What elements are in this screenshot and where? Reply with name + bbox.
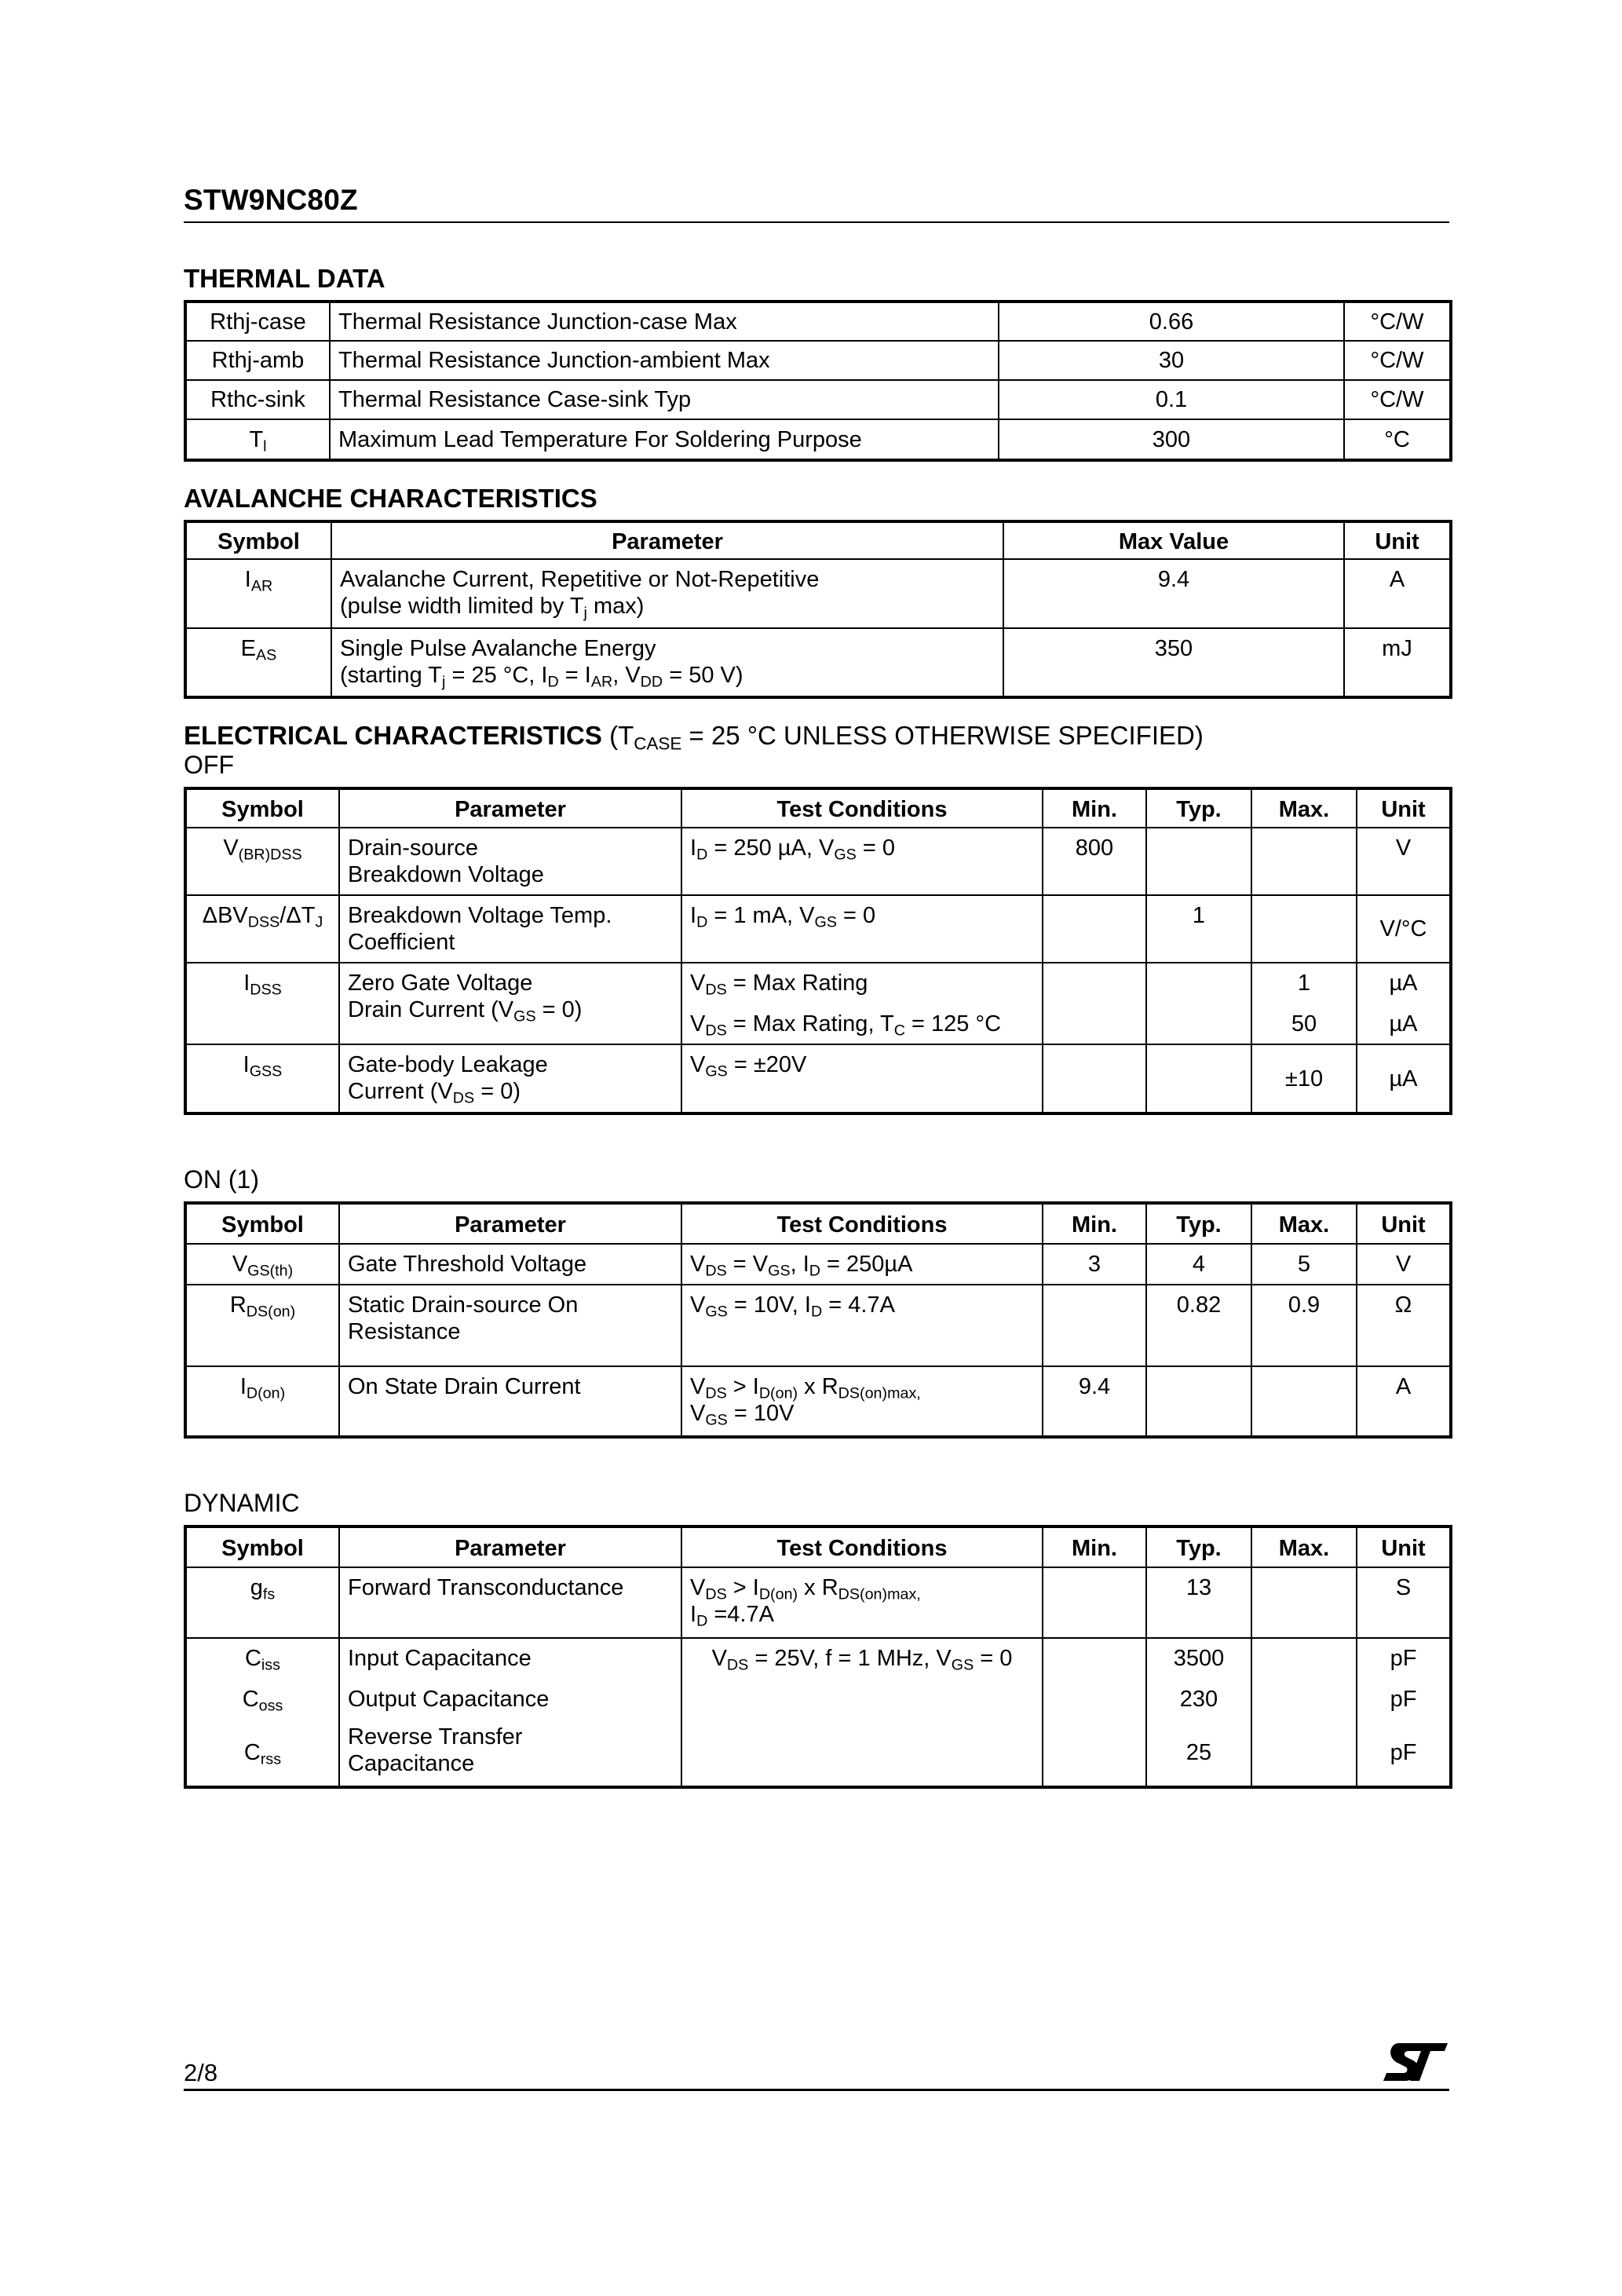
symbol-cell: $V_{GS(th)}$ [185, 1244, 339, 1285]
col-min: Min. [1043, 1203, 1146, 1244]
unit-cell: °C [1344, 419, 1451, 460]
col-unit: Unit [1357, 788, 1451, 828]
footer-rule [184, 2089, 1449, 2091]
table-row [185, 559, 1451, 628]
parameter-cell: Thermal Resistance Case-sink Typ [330, 380, 999, 419]
col-parameter: Parameter [339, 788, 681, 828]
unit-cell: °C/W [1344, 302, 1451, 341]
parameter-cell: Avalanche Current, Repetitive or Not-Repetitive (pulse width limited by $T_j$ max) [331, 559, 1003, 628]
max-cell [1251, 1567, 1357, 1638]
col-symbol: Symbol [185, 521, 331, 559]
unit-cell: A [1357, 1366, 1451, 1437]
typ-cell [1146, 963, 1251, 1044]
table-row [185, 302, 1451, 341]
parameter-cell: Zero Gate Voltage Drain Current $(V_{GS} = 0)$ [339, 963, 681, 1044]
symbol-cell: $I_{D(on)}$ [185, 1366, 339, 1437]
min-cell: 3 [1043, 1244, 1146, 1285]
col-max: Max. [1251, 788, 1357, 828]
thermal-data-title: THERMAL DATA [184, 264, 385, 293]
test-conditions-cell: $I_D = 1$ mA, $V_{GS} = 0$ [681, 895, 1043, 963]
col-symbol: Symbol [185, 1203, 339, 1244]
max-cell: 5 [1251, 1244, 1357, 1285]
test-conditions-cell: $I_D = 250$ µA, $V_{GS} = 0$ [681, 828, 1043, 895]
typ-cell: 4 [1146, 1244, 1251, 1285]
unit-cell: °C/W [1344, 380, 1451, 419]
test-conditions-cell: $V_{DS} = 25V$, f = 1 MHz, $V_{GS} = 0$ [681, 1638, 1043, 1787]
max-cell: ±10 [1251, 1044, 1357, 1113]
table-row [185, 1366, 1451, 1437]
symbol-cell: $g_{fs}$ [185, 1567, 339, 1638]
col-parameter: Parameter [339, 1203, 681, 1244]
min-cell: 9.4 [1043, 1366, 1146, 1437]
parameter-cell: Input Capacitance Output Capacitance Reverse Transfer Capacitance [339, 1638, 681, 1787]
thermal-data-table [184, 300, 1452, 462]
typ-cell [1146, 1366, 1251, 1437]
page-number: 2/8 [184, 2059, 218, 2086]
unit-cell: A [1344, 559, 1451, 628]
col-parameter: Parameter [339, 1526, 681, 1567]
typ-cell [1146, 1044, 1251, 1113]
symbol-cell: $C_{iss}$ $C_{oss}$ $C_{rss}$ [185, 1638, 339, 1787]
typ-cell [1146, 828, 1251, 895]
unit-cell: V/°C [1357, 895, 1451, 963]
dynamic-label: DYNAMIC [184, 1489, 300, 1517]
table-header-row [185, 1203, 1451, 1244]
col-test-conditions: Test Conditions [681, 1203, 1043, 1244]
col-typ: Typ. [1146, 788, 1251, 828]
on-table [184, 1201, 1452, 1439]
min-cell: 800 [1043, 828, 1146, 895]
symbol-cell: $E_{AS}$ [185, 628, 331, 697]
max-cell: 1 50 [1251, 963, 1357, 1044]
col-typ: Typ. [1146, 1203, 1251, 1244]
parameter-cell: Thermal Resistance Junction-case Max [330, 302, 999, 341]
value-cell: 0.1 [999, 380, 1344, 419]
table-row [185, 1285, 1451, 1366]
parameter-cell: Gate-body Leakage Current $(V_{DS} = 0)$ [339, 1044, 681, 1113]
page-title: STW9NC80Z [184, 184, 358, 216]
symbol-cell: Rthc-sink [185, 380, 330, 419]
col-min: Min. [1043, 1526, 1146, 1567]
table-row [185, 963, 1451, 1044]
table-row [185, 419, 1451, 460]
parameter-cell: Gate Threshold Voltage [339, 1244, 681, 1285]
off-table [184, 787, 1452, 1115]
title-rule [184, 221, 1449, 223]
on-label: ON (1) [184, 1165, 259, 1194]
test-conditions-cell: $V_{DS} > I_{D(on)}$ x $R_{DS(on)max,}$ $V_{GS} = 10V$ [681, 1366, 1043, 1437]
typ-cell: 0.82 [1146, 1285, 1251, 1366]
value-cell: 350 [1003, 628, 1344, 697]
max-cell [1251, 895, 1357, 963]
table-header-row [185, 521, 1451, 559]
symbol-cell: $T_l$ [185, 419, 330, 460]
unit-cell: µA [1357, 1044, 1451, 1113]
symbol-cell: Rthj-amb [185, 341, 330, 380]
table-row [185, 895, 1451, 963]
symbol-cell: $V_{(BR)DSS}$ [185, 828, 339, 895]
col-symbol: Symbol [185, 788, 339, 828]
electrical-title: ELECTRICAL CHARACTERISTICS ($T_{CASE} = 25$ °C UNLESS OTHERWISE SPECIFIED) [184, 721, 1204, 754]
min-cell [1043, 1638, 1146, 1787]
unit-cell: S [1357, 1567, 1451, 1638]
col-parameter: Parameter [331, 521, 1003, 559]
table-row [185, 628, 1451, 697]
unit-cell: Ω [1357, 1285, 1451, 1366]
symbol-cell: $R_{DS(on)}$ [185, 1285, 339, 1366]
table-row [185, 1638, 1451, 1787]
min-cell [1043, 1285, 1146, 1366]
col-max: Max. [1251, 1203, 1357, 1244]
unit-cell: mJ [1344, 628, 1451, 697]
test-conditions-cell: $V_{DS} > I_{D(on)}$ x $R_{DS(on)max,}$ $I_D =4.7A$ [681, 1567, 1043, 1638]
col-unit: Unit [1357, 1203, 1451, 1244]
typ-cell: 3500 230 25 [1146, 1638, 1251, 1787]
table-header-row [185, 788, 1451, 828]
table-header-row [185, 1526, 1451, 1567]
parameter-cell: Thermal Resistance Junction-ambient Max [330, 341, 999, 380]
parameter-cell: Single Pulse Avalanche Energy (starting $T_j = 25$ °C, $I_D = I_{AR}$, $V_{DD} = 50$ V) [331, 628, 1003, 697]
col-unit: Unit [1357, 1526, 1451, 1567]
test-conditions-cell: $V_{GS} = 10V$, $I_D = 4.7A$ [681, 1285, 1043, 1366]
value-cell: 300 [999, 419, 1344, 460]
typ-cell: 13 [1146, 1567, 1251, 1638]
symbol-cell: Rthj-case [185, 302, 330, 341]
min-cell [1043, 895, 1146, 963]
col-min: Min. [1043, 788, 1146, 828]
parameter-cell: On State Drain Current [339, 1366, 681, 1437]
max-cell [1251, 1638, 1357, 1787]
unit-cell: °C/W [1344, 341, 1451, 380]
max-cell: 0.9 [1251, 1285, 1357, 1366]
table-row [185, 1567, 1451, 1638]
min-cell [1043, 963, 1146, 1044]
table-row [185, 1244, 1451, 1285]
parameter-cell: Maximum Lead Temperature For Soldering Purpose [330, 419, 999, 460]
value-cell: 9.4 [1003, 559, 1344, 628]
off-label: OFF [184, 751, 234, 779]
test-conditions-cell: $V_{GS} = \pm 20V$ [681, 1044, 1043, 1113]
max-cell [1251, 828, 1357, 895]
avalanche-table [184, 520, 1452, 699]
max-cell [1251, 1366, 1357, 1437]
parameter-cell: Forward Transconductance [339, 1567, 681, 1638]
table-row [185, 828, 1451, 895]
col-symbol: Symbol [185, 1526, 339, 1567]
min-cell [1043, 1567, 1146, 1638]
parameter-cell: Static Drain-source On Resistance [339, 1285, 681, 1366]
col-test-conditions: Test Conditions [681, 788, 1043, 828]
unit-cell: V [1357, 1244, 1451, 1285]
test-conditions-cell: $V_{DS} = V_{GS}$, $I_D = 250\mu A$ [681, 1244, 1043, 1285]
parameter-cell: Breakdown Voltage Temp. Coefficient [339, 895, 681, 963]
avalanche-title: AVALANCHE CHARACTERISTICS [184, 484, 597, 513]
dynamic-table [184, 1525, 1452, 1789]
st-logo-icon [1382, 2040, 1449, 2084]
col-unit: Unit [1344, 521, 1451, 559]
symbol-cell: $I_{AR}$ [185, 559, 331, 628]
symbol-cell: $I_{GSS}$ [185, 1044, 339, 1113]
symbol-cell: $\Delta BV_{DSS}/\Delta T_J$ [185, 895, 339, 963]
table-row [185, 1044, 1451, 1113]
min-cell [1043, 1044, 1146, 1113]
col-test-conditions: Test Conditions [681, 1526, 1043, 1567]
col-max: Max. [1251, 1526, 1357, 1567]
col-typ: Typ. [1146, 1526, 1251, 1567]
value-cell: 0.66 [999, 302, 1344, 341]
parameter-cell: Drain-source Breakdown Voltage [339, 828, 681, 895]
test-conditions-cell: $V_{DS}$ = Max Rating $V_{DS}$ = Max Rating, $T_C = 125$ °C [681, 963, 1043, 1044]
table-row [185, 341, 1451, 380]
table-row [185, 380, 1451, 419]
unit-cell: V [1357, 828, 1451, 895]
unit-cell: µA µA [1357, 963, 1451, 1044]
unit-cell: pF pF pF [1357, 1638, 1451, 1787]
value-cell: 30 [999, 341, 1344, 380]
symbol-cell: $I_{DSS}$ [185, 963, 339, 1044]
col-max-value: Max Value [1003, 521, 1344, 559]
typ-cell: 1 [1146, 895, 1251, 963]
